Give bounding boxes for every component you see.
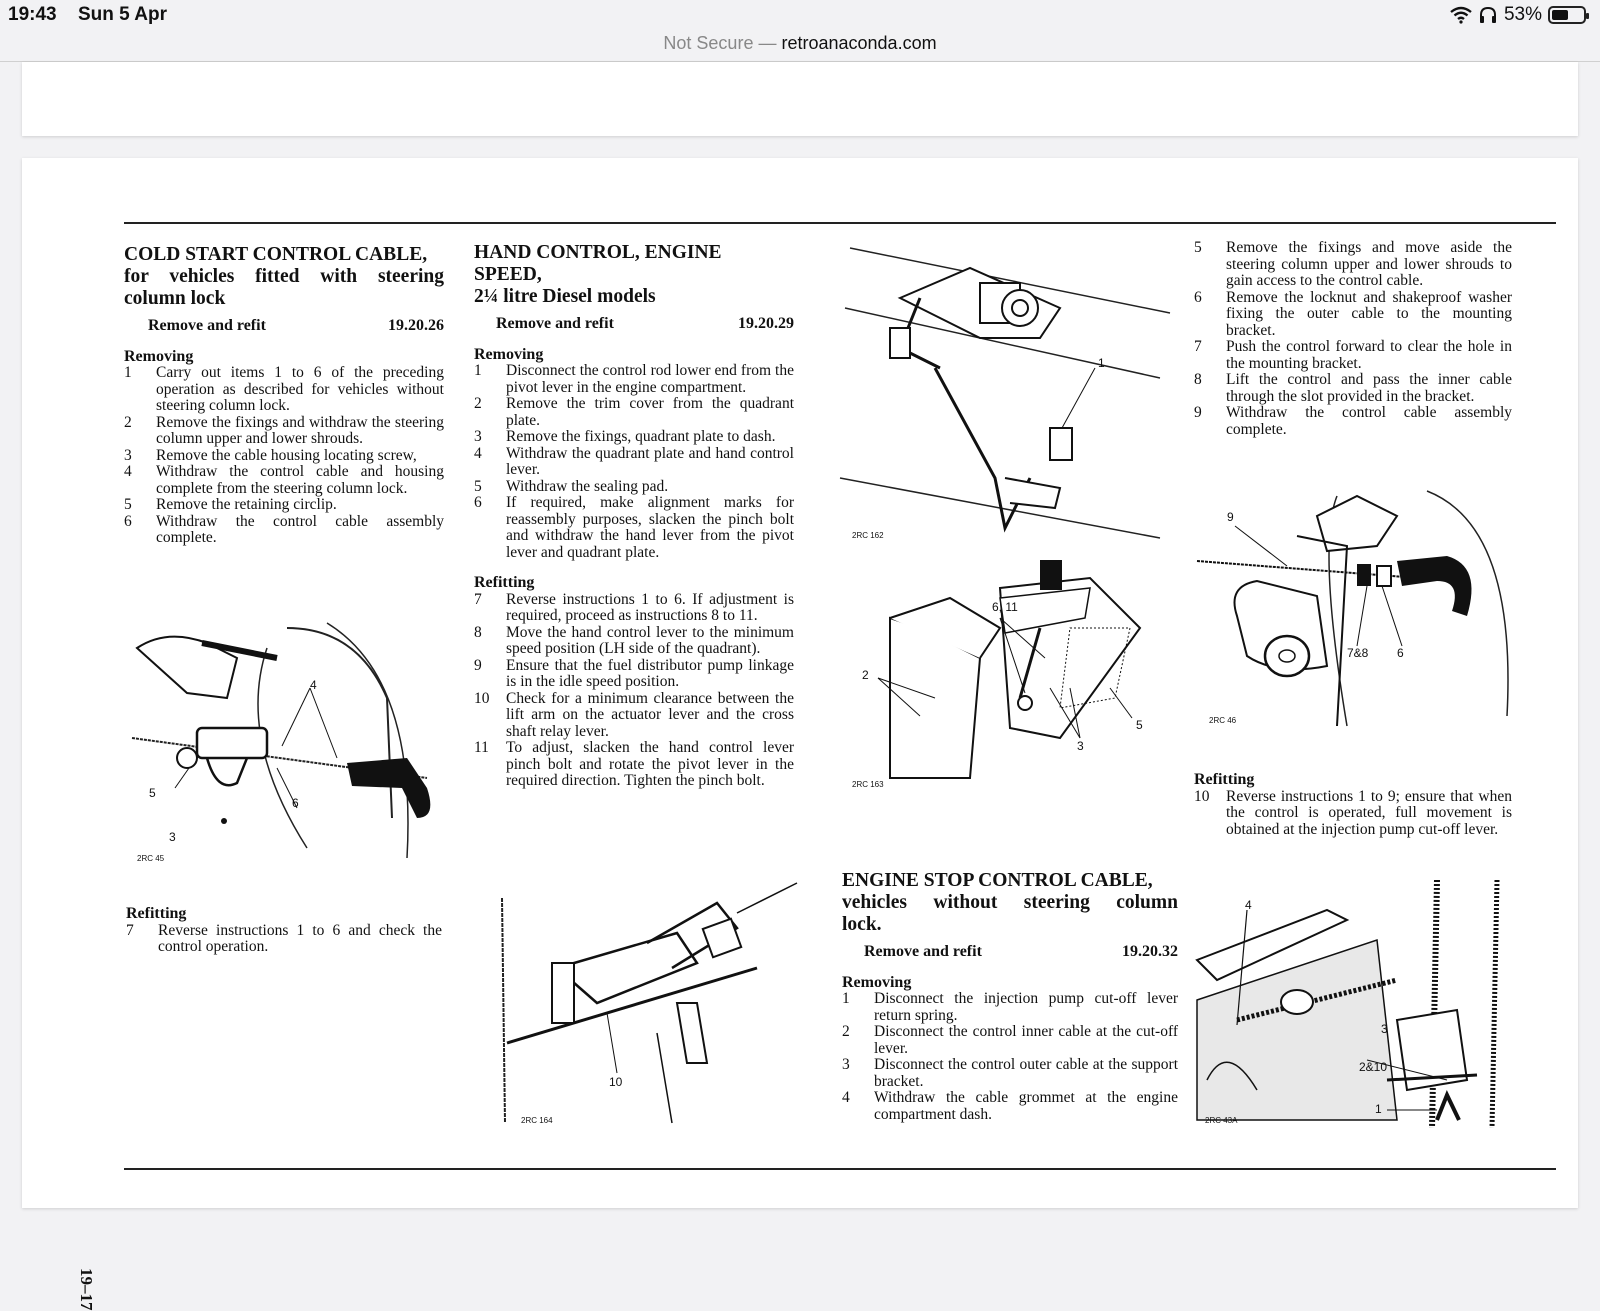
figure-tag: 2RC 46	[1209, 716, 1237, 725]
instruction-item	[1194, 372, 1512, 405]
instruction-item	[474, 592, 794, 625]
op-label: Remove and refit	[148, 317, 266, 334]
instruction-item	[474, 740, 794, 790]
instruction-item	[842, 1057, 1178, 1090]
callout-2-10: 2&10	[1359, 1060, 1388, 1074]
url-host: retroanaconda.com	[781, 33, 937, 53]
previous-page-card	[22, 62, 1578, 136]
hand-control-removing-list	[474, 363, 794, 561]
instruction-item	[1194, 339, 1512, 372]
instruction-text: Withdraw the control cable assembly complete.	[156, 512, 444, 546]
instruction-number: 7	[1194, 338, 1202, 355]
callout-5: 5	[1136, 718, 1143, 732]
hand-control-figure	[497, 883, 797, 1128]
instruction-text: Remove the retaining circlip.	[156, 496, 337, 513]
callout-3: 3	[1077, 739, 1084, 753]
instruction-item	[126, 923, 442, 956]
callout-4: 4	[310, 678, 317, 692]
not-secure-label: Not Secure	[663, 33, 754, 53]
callout-2: 2	[862, 668, 869, 682]
quadrant-plate-figure	[840, 548, 1170, 788]
instruction-text: Remove the fixings, quadrant plate to dash.	[506, 428, 776, 445]
cold-start-figure	[127, 618, 447, 868]
instruction-number: 1	[474, 362, 482, 379]
instruction-number: 4	[842, 1089, 850, 1106]
instruction-number: 7	[126, 921, 134, 939]
engine-stop-refitting-list	[1194, 789, 1512, 839]
hand-control-title-2: 2¼ litre Diesel models	[474, 286, 656, 307]
callout-4: 4	[1245, 898, 1252, 912]
instruction-item	[842, 1024, 1178, 1057]
instruction-item	[124, 464, 444, 497]
instruction-text: Disconnect the injection pump cut-off lever return spring.	[874, 990, 1178, 1024]
instruction-number: 10	[1194, 787, 1210, 805]
callout-6: 6	[1397, 646, 1404, 660]
engine-stop-removing-continued-list	[1194, 240, 1512, 438]
instruction-text: Reverse instructions 1 to 6. If adjustment is required, proceed as instructions 8 to 11.	[506, 590, 794, 624]
instruction-number: 6	[474, 494, 482, 511]
op-code: 19.20.32	[1122, 943, 1178, 960]
instruction-item	[124, 448, 444, 465]
instruction-item	[1194, 405, 1512, 438]
cold-start-title-3: column lock	[124, 288, 226, 309]
instruction-text: Disconnect the control inner cable at the cut-off lever.	[874, 1023, 1178, 1057]
instruction-item	[474, 691, 794, 741]
hand-control-refitting-list	[474, 592, 794, 790]
hand-control-op	[474, 316, 794, 333]
headphones-icon	[1478, 6, 1498, 24]
instruction-number: 3	[842, 1056, 850, 1073]
instruction-number: 1	[124, 364, 132, 381]
instruction-item	[842, 991, 1178, 1024]
hand-control-section	[474, 242, 794, 790]
cold-start-op	[124, 318, 444, 335]
instruction-item	[1194, 789, 1512, 839]
instruction-text: Ensure that the fuel distributor pump linkage is in the idle speed position.	[506, 656, 794, 690]
removing-heading: Removing	[842, 973, 912, 991]
engine-stop-op	[842, 944, 1178, 961]
engine-stop-refitting	[1194, 772, 1512, 838]
status-right	[1450, 4, 1586, 26]
bottom-rule	[124, 1168, 1556, 1170]
engine-stop-title-2: vehicles without steering column	[842, 892, 1178, 913]
address-bar[interactable]	[0, 30, 1600, 62]
instruction-text: Lift the control and pass the inner cable through the slot provided in the bracket.	[1226, 371, 1512, 405]
instruction-text: Disconnect the control outer cable at the support bracket.	[874, 1056, 1178, 1090]
instruction-item	[474, 363, 794, 396]
instruction-number: 2	[124, 413, 132, 431]
callout-10: 10	[609, 1075, 623, 1089]
instruction-text: Remove the trim cover from the quadrant plate.	[506, 395, 794, 429]
op-label: Remove and refit	[864, 943, 982, 960]
instruction-item	[474, 429, 794, 446]
engine-stop-section	[842, 870, 1178, 1123]
instruction-item	[474, 479, 794, 496]
instruction-number: 8	[1194, 371, 1202, 388]
pivot-lever-figure	[840, 238, 1170, 548]
callout-6: 6	[292, 796, 299, 810]
instruction-text: Move the hand control lever to the minimum speed position (LH side of the quadrant).	[506, 623, 794, 657]
instruction-item	[124, 415, 444, 448]
refitting-heading: Refitting	[474, 574, 535, 591]
callout-9: 9	[1227, 510, 1234, 524]
callout-1: 1	[1098, 356, 1105, 370]
instruction-text: Withdraw the sealing pad.	[506, 477, 669, 495]
instruction-number: 9	[1194, 404, 1202, 421]
wifi-icon	[1450, 6, 1472, 24]
manual-page	[22, 158, 1578, 1311]
instruction-text: Reverse instructions 1 to 9; ensure that when the control is operated, full movement is obtained at the injection pump cut-off lever.	[1226, 787, 1512, 838]
instruction-number: 5	[474, 477, 482, 495]
instruction-text: Check for a minimum clearance between the lift arm on the actuator lever and the cross shaft relay lever.	[506, 689, 794, 740]
figure-tag: 2RC 164	[521, 1116, 553, 1125]
instruction-number: 10	[474, 689, 490, 707]
instruction-text: Disconnect the control rod lower end from the pivot lever in the engine compartment.	[506, 362, 794, 396]
instruction-text: Withdraw the control cable and housing complete from the steering column lock.	[156, 463, 444, 497]
status-time: 19:43	[8, 4, 57, 25]
figure-tag: 2RC 43A	[1205, 1116, 1238, 1125]
cold-start-title-2: for vehicles fitted with steering	[124, 266, 444, 287]
engine-stop-continued	[1194, 240, 1512, 438]
instruction-number: 4	[124, 463, 132, 480]
callout-3: 3	[1381, 1022, 1388, 1036]
instruction-number: 4	[474, 444, 482, 462]
instruction-text: Withdraw the quadrant plate and hand control lever.	[506, 444, 794, 478]
instruction-item	[842, 1090, 1178, 1123]
instruction-item	[1194, 240, 1512, 290]
instruction-number: 11	[474, 739, 489, 756]
instruction-item	[1194, 290, 1512, 340]
top-rule	[124, 222, 1556, 224]
instruction-text: Push the control forward to clear the hole in the mounting bracket.	[1226, 338, 1512, 372]
instruction-text: Remove the cable housing locating screw,	[156, 446, 417, 464]
instruction-text: Carry out items 1 to 6 of the preceding operation as described for vehicles without steering column lock.	[156, 364, 444, 414]
cutoff-lever-figure	[1197, 880, 1517, 1128]
instruction-item	[124, 497, 444, 514]
callout-1: 1	[1375, 1102, 1382, 1116]
instruction-item	[474, 658, 794, 691]
instruction-number: 5	[124, 496, 132, 513]
hand-control-title-1: HAND CONTROL, ENGINE SPEED,	[474, 242, 722, 285]
cold-start-removing-list	[124, 365, 444, 547]
refitting-heading: Refitting	[126, 905, 187, 922]
instruction-number: 6	[124, 512, 132, 530]
instruction-item	[474, 446, 794, 479]
instruction-item	[474, 396, 794, 429]
cold-start-refitting	[126, 906, 442, 956]
callout-3: 3	[169, 830, 176, 844]
instruction-text: Withdraw the cable grommet at the engine compartment dash.	[874, 1089, 1178, 1123]
instruction-number: 6	[1194, 288, 1202, 306]
instruction-item	[124, 365, 444, 415]
cold-start-refitting-list	[126, 923, 442, 956]
op-code: 19.20.26	[388, 317, 444, 334]
engine-stop-title-3: lock.	[842, 914, 882, 935]
instruction-text: Remove the fixings and withdraw the steering column upper and lower shrouds.	[156, 413, 444, 447]
instruction-text: Withdraw the control cable assembly complete.	[1226, 404, 1512, 438]
instruction-item	[474, 495, 794, 561]
callout-5: 5	[149, 786, 156, 800]
instruction-text: Remove the fixings and move aside the steering column upper and lower shrouds to gain access to the control cable.	[1226, 239, 1512, 289]
cold-start-title-1: COLD START CONTROL CABLE,	[124, 244, 428, 265]
instruction-item	[474, 625, 794, 658]
instruction-item	[124, 514, 444, 547]
instruction-number: 3	[474, 428, 482, 445]
battery-icon	[1548, 6, 1586, 24]
battery-level	[1552, 10, 1568, 20]
instruction-number: 7	[474, 590, 482, 608]
instruction-number: 2	[474, 395, 482, 412]
instruction-number: 1	[842, 990, 850, 1007]
cold-start-section	[124, 244, 444, 547]
figure-tag: 2RC 45	[137, 854, 165, 863]
instruction-number: 8	[474, 623, 482, 641]
engine-stop-removing-list	[842, 991, 1178, 1123]
instruction-text: If required, make alignment marks for reassembly purposes, slacken the pinch bolt and withdraw the hand lever from the pivot lever and quadrant plate.	[506, 494, 794, 561]
op-label: Remove and refit	[496, 315, 614, 332]
instruction-text: Reverse instructions 1 to 6 and check the control operation.	[158, 921, 442, 955]
instruction-number: 2	[842, 1023, 850, 1040]
removing-heading: Removing	[474, 345, 544, 363]
instruction-text: Remove the locknut and shakeproof washer fixing the outer cable to the mounting bracket.	[1226, 288, 1512, 339]
engine-stop-title-1: ENGINE STOP CONTROL CABLE,	[842, 870, 1153, 891]
figure-tag: 2RC 163	[852, 780, 884, 789]
instruction-number: 5	[1194, 239, 1202, 256]
refitting-heading: Refitting	[1194, 771, 1255, 788]
instruction-number: 3	[124, 446, 132, 464]
callout-6-11: 6, 11	[992, 600, 1018, 614]
cable-lock-figure	[1197, 486, 1517, 728]
figure-tag: 2RC 162	[852, 531, 884, 540]
status-bar	[0, 0, 1600, 30]
callout-7-8: 7&8	[1347, 646, 1369, 660]
url-separator: —	[758, 33, 777, 53]
instruction-text: To adjust, slacken the hand control lever pinch bolt and rotate the pivot lever in the required direction. Tighten the pinch bolt.	[506, 739, 794, 789]
page-number: 19–17	[77, 1268, 96, 1311]
status-date: Sun 5 Apr	[78, 4, 168, 25]
removing-heading: Removing	[124, 347, 194, 365]
battery-percent: 53%	[1503, 4, 1542, 25]
op-code: 19.20.29	[738, 315, 794, 332]
instruction-number: 9	[474, 656, 482, 674]
